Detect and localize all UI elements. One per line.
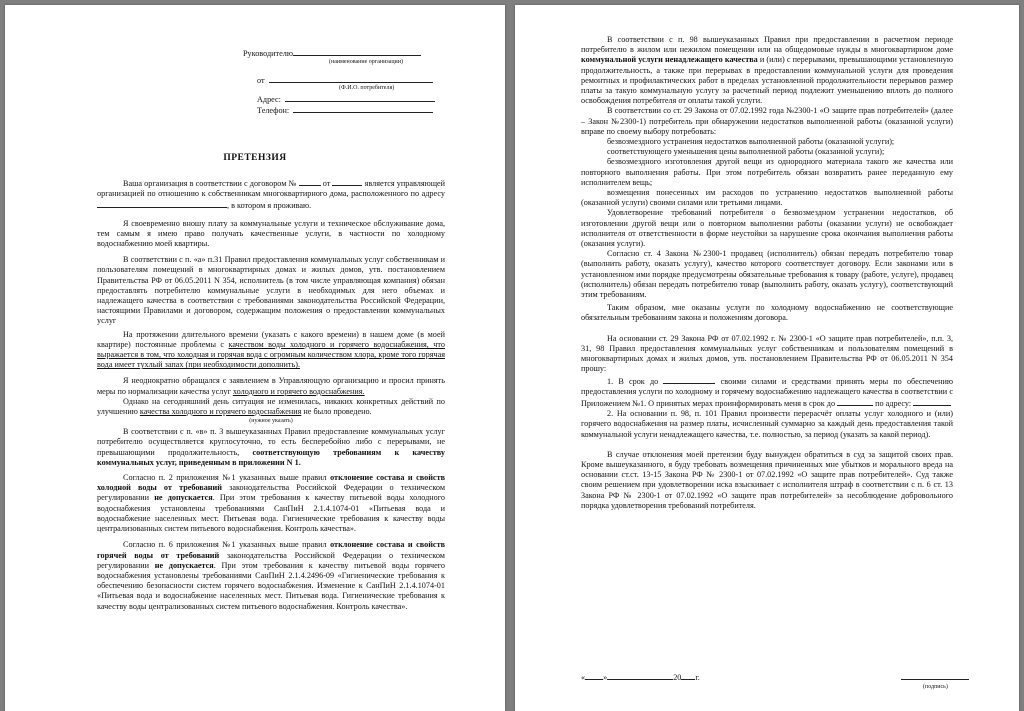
paragraph-rules-98: В соответствии с п. 98 вышеуказанных Правил при предоставлении в расчетном периоде потребителю в жилом или нежилом помещении или на общедомовые нужды в многоквартирном доме коммунальной услуги ненадлежащего качества и (или) с перерывами, превышающими установленную продолжительность, а также при перерывах в предоставлении коммунальной услуги для проведения ремонтных и профилактических работ в пределах установленной продолжительности перерывов размер платы за такую коммунальную услугу за расчетный период подлежит уменьшению вплоть до полного освобождения потребителя от оплаты такой услуги. (581, 35, 953, 106)
signature-hint: (подпись) (923, 684, 948, 690)
option-free-fix: безвозмездного устранения недостатков выполненной работы (оказанной услуги); (607, 137, 895, 147)
paragraph-complaints: Я неоднократно обращался с заявлением в Управляющую организацию и просил принять меры по нормализации качества услуг холодного и горячего водоснабжения. (97, 376, 445, 396)
paragraph-conclusion: Таким образом, мне оказаны услуги по холодному водоснабжению не соответствующие обязательным требованиям закона и положениям договора. (581, 303, 953, 323)
choose-hint: (нужное указать) (249, 418, 293, 425)
phone-label: Телефон: (257, 106, 290, 115)
option-compensation: возмещения понесенных им расходов по устранению недостатков выполненной работы (оказанной услуги) своими силами или третьими лицами. (581, 188, 953, 208)
paragraph-no-change: Однако на сегодняшний день ситуация не изменилась, никаких конкретных действий по улучшению качества холодного и горячего водоснабжения не было проведено. (97, 396, 445, 417)
paragraph-request: На основании ст. 29 Закона РФ от 07.02.1992 г. № 2300-1 «О защите прав потребителей», п.п. 3, 31, 98 Правил предоставления коммунальных услуг собственникам и пользователям помещений в многоквартирных домах и жилых домов, утв. постановлением Правительства РФ от 06.05.2011 N 354 прошу: (581, 333, 953, 374)
fio-hint: (Ф.И.О. потребителя) (339, 85, 395, 91)
from-label: от (257, 76, 265, 85)
org-hint: (наименование организации) (329, 59, 403, 65)
document-title: ПРЕТЕНЗИЯ (223, 153, 287, 163)
to-label: Руководителю (243, 49, 293, 58)
phone-block (257, 104, 433, 116)
document-page-right (515, 5, 1019, 711)
request-item-2: 2. На основании п. 98, п. 101 Правил произвести перерасчёт оплаты услуг холодного и (или) горячего водоснабжения на размер платы, исчисленный суммарно за каждый день предоставления такой коммунальной услуги ненадлежащего качества, т.е. полностью, за период (указать за какой период). (581, 409, 953, 439)
paragraph-law-29: В соответствии со ст. 29 Закона от 07.02.1992 года №2300-1 «О защите прав потребителей» (далее – Закон №2300-1) потребитель при обнаружении недостатков выполненной работы (оказанной услуги) вправе по своему выбору потребовать: (581, 106, 953, 136)
signature-line (901, 679, 969, 680)
paragraph-hot-water: Согласно п. 6 приложения №1 указанных выше правил отклонение состава и свойств горячей воды от требований законодательства Российской Федерации о техническом регулировании не допускается. При этом требования к качеству питьевой воды горячего водоснабжения установлены требованиями СанПиН 2.1.4.2496-09 «Гигиенические требования к обеспечению безопасности систем горячего водоснабжения. Изменение к СанПиН 2.1.4.1074-01 «Питьевая вода и водоснабжение населенных мест. Питьевая вода. Гигиенические требования к качеству воды централизованных систем питьевого водоснабжения. Контроль качества». (97, 540, 446, 611)
date-line: « » 20 г. (581, 673, 700, 682)
paragraph-contract: Ваша организация в соответствии с договором № от является управляющей организацией по отношению к собственникам многоквартирного дома, расположенного по адресу , в котором я проживаю. (97, 179, 446, 211)
paragraph-rules-31: В соответствии с п. «а» п.31 Правил предоставления коммунальных услуг собственникам и пользователям помещений в многоквартирных домах и жилых домов, утв. постановлением Правительства РФ от 06.05.2011 N 354, исполнитель (в том числе управляющая компания) обязан предоставлять потребителю коммунальные услуги в необходимых для него объемах и надлежащего качества в соответствии с требованиями законодательства Российской Федерации, настоящими Правилами и договором, содержащим положения о предоставлении коммунальных услуг (97, 255, 445, 326)
left-body (97, 177, 445, 612)
request-item-1: 1. В срок до своими силами и средствами принять меры по обеспечению предоставления услуги по холодному и горячему водоснабжению надлежащего качества в соответствии с Приложением №1. О принятых мерах проинформировать меня в срок до по адресу: (581, 376, 954, 408)
org-name-line (293, 47, 421, 56)
paragraph-payment: Я своевременно вношу плату за коммунальные услуги и техническое обслуживание дома, тем самым я имею право получать качественные услуги, в частности по холодному водоснабжению моей квартиры. (97, 218, 445, 249)
fio-line (269, 74, 433, 83)
paragraph-cold-water: Согласно п. 2 приложения №1 указанных выше правил отклонение состава и свойств холодной воды от требований законодательства Российской Федерации о техническом регулировании не допускается. При этом требования к качеству питьевой воды холодного водоснабжения установлены требованиями СанПиН 2.1.4.1074-01 «Питьевая вода и водоснабжение населенных мест. Питьевая вода. Гигиенические требования к качеству воды централизованных систем питьевого водоснабжения. Контроль качества». (97, 473, 446, 534)
paragraph-rules-3: В соответствии с п. «в» п. 3 вышеуказанных Правил предоставление коммунальных услуг потребителю осуществляется круглосуточно, то есть бесперебойно либо с перерывами, не превышающими продолжительность, соответствующую требованиям к качеству коммунальных услуг, приведенным в приложении N 1. (97, 427, 445, 467)
document-page-left (5, 5, 505, 711)
address-label: Адрес: (257, 95, 281, 104)
phone-line (293, 104, 433, 113)
option-remake: безвозмездного изготовления другой вещи из однородного материала такого же качества или повторного выполнения работы. При этом потребитель обязан возвратить ранее переданную ему исполнителем вещь; (581, 157, 953, 187)
paragraph-law-4: Согласно ст. 4 Закона №2300-1 продавец (исполнитель) обязан передать потребителю товар (выполнить работу, оказать услугу), качество которого соответствует договору. Если законами или в установленном ими порядке предусмотрены обязательные требования к товару (работе, услуге), продавец (исполнитель) обязан передать потребителю товар (выполнить работу, оказать услугу), соответствующий этим требованиям. (581, 249, 953, 300)
paragraph-court: В случае отклонения моей претензии буду вынужден обратиться в суд за защитой своих прав. Кроме вышеуказанного, я буду требовать возмещения причиненных мне убытков и морального вреда на основании ст.ст. 13-15 Закона РФ № 2300-1 от 07.02.1992 «О защите прав потребителей». Суд также своим решением при удовлетворении иска взыскивает с исполнителя штраф в соответствии с п. 6 ст. 13 Закона РФ № 2300-1 от 07.02.1992 «О защите прав потребителей» за несоблюдение добровольного порядка удовлетворения требований потребителя. (581, 449, 953, 510)
paragraph-problems: На протяжении длительного времени (указать с какого времени) в нашем доме (в моей квартире) постоянные проблемы с качеством воды холодного и горячего водоснабжения, что выражается в том, что холодная и горячая вода с огромным количеством хлора, кроме того горячая вода имеет тухлый запах (при необходимости дополнить). (97, 329, 445, 370)
paragraph-penalty: Удовлетворение требований потребителя о безвозмездном устранении недостатков, об изготовлении другой вещи или о повторном выполнении работы (оказании услуги) не освобождает исполнителя от ответственности в форме неустойки за нарушение срока окончания выполнения работы (оказания услуги). (581, 208, 953, 249)
right-body (581, 35, 953, 511)
address-line (285, 93, 435, 102)
option-price-reduction: соответствующего уменьшения цены выполненной работы (оказанной услуги); (607, 147, 885, 157)
